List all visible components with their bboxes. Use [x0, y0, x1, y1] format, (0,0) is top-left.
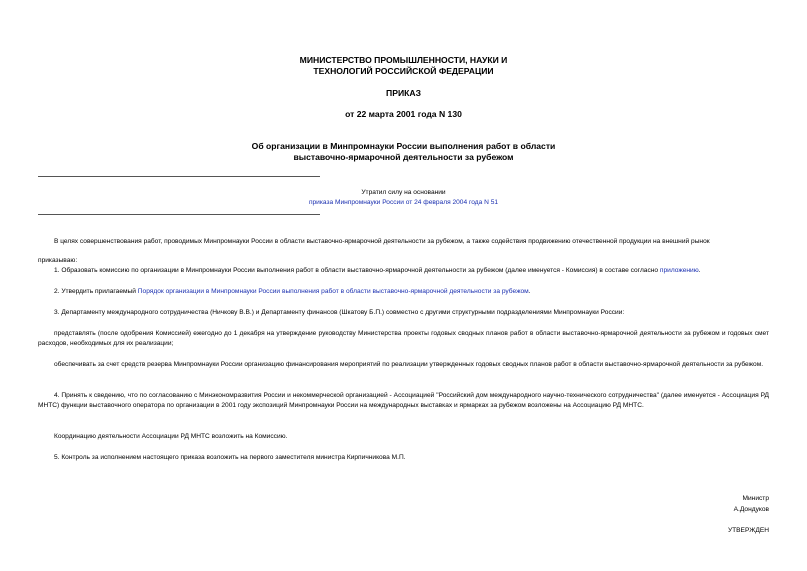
item-3: 3. Департаменту международного сотрудничества (Ничкову В.В.) и Департаменту финансов (Шкатову Б.П.) совместно с другими структурными подразделениями Минпромнауки России:	[54, 309, 625, 316]
item-4: 4. Принять к сведению, что по согласованию с Минэкономразвития России и некоммерческой организацией - Ассоциацией "Российский дом международного научно-технического сотрудничества" (далее именуется - Ассоциация РД МНТС) функции выставочного оператора по организации в 2001 году экспозиций Минпромнауки России на международных выставках и ярмарках за рубежом возложены на Ассоциацию РД МНТС.	[38, 392, 769, 409]
item-2-end: .	[528, 288, 531, 295]
document-date-number: от 22 марта 2001 года N 130	[345, 109, 462, 119]
document-type: ПРИКАЗ	[386, 88, 421, 98]
signature-name: А.Дондуков	[733, 506, 769, 513]
coordination-paragraph: Координацию деятельности Ассоциации РД МНТС возложить на Комиссию.	[54, 433, 288, 440]
item-3-a: представлять (после одобрения Комиссией) ежегодно до 1 декабря на утверждение руководству Министерства проекты годовых сводных планов работ в области выставочно-ярмарочной деятельности за рубежом и годовых смет расходов, необходимых для их реализации;	[38, 330, 769, 347]
approved-label: УТВЕРЖДЕН	[727, 527, 769, 534]
signature-position: Министр	[742, 495, 769, 502]
ministry-name-line1: МИНИСТЕРСТВО ПРОМЫШЛЕННОСТИ, НАУКИ И	[299, 55, 508, 65]
status-link-line	[200, 198, 607, 207]
procedure-link[interactable]: Порядок организации в Минпромнауки России выполнения работ в области выставочно-ярмарочной деятельности за рубежом	[137, 288, 529, 295]
repeal-order-link[interactable]: приказа Минпромнауки России от 24 февраля 2004 года N 51	[308, 199, 499, 206]
item-5: 5. Контроль за исполнением настоящего приказа возложить на первого заместителя министра Кирпичникова М.П.	[54, 454, 406, 461]
intro-paragraph: В целях совершенствования работ, проводимых Минпромнауки России в области выставочно-ярмарочной деятельности за рубежом, а также содействия продвижению отечественной продукции на внешний рынок	[54, 238, 710, 245]
item-1	[38, 266, 769, 276]
item-2	[38, 287, 769, 297]
document-title-line1: Об организации в Минпромнауки России выполнения работ в области	[251, 141, 556, 151]
appendix-link[interactable]: приложению	[659, 267, 699, 274]
item-3-b: обеспечивать за счет средств резерва Минпромнауки России организацию финансирования мероприятий по реализации утвержденных годовых сводных планов работ в области выставочно-ярмарочной деятельности за рубежом.	[54, 361, 764, 368]
item-2-text: 2. Утвердить прилагаемый	[54, 288, 138, 295]
ministry-name-line2: ТЕХНОЛОГИЙ РОССИЙСКОЙ ФЕДЕРАЦИИ	[313, 66, 494, 76]
top-divider	[38, 176, 320, 177]
order-word: приказываю:	[38, 257, 78, 264]
document-title-line2: выставочно-ярмарочной деятельности за рубежом	[293, 152, 514, 162]
item-1-text: 1. Образовать комиссию по организации в Минпромнауки России выполнения работ в области выставочно-ярмарочной деятельности за рубежом (далее именуется - Комиссия) в составе согласно	[54, 267, 660, 274]
item-1-end: .	[698, 267, 701, 274]
status-text: Утратил силу на основании	[361, 189, 446, 196]
bottom-divider	[38, 214, 320, 215]
